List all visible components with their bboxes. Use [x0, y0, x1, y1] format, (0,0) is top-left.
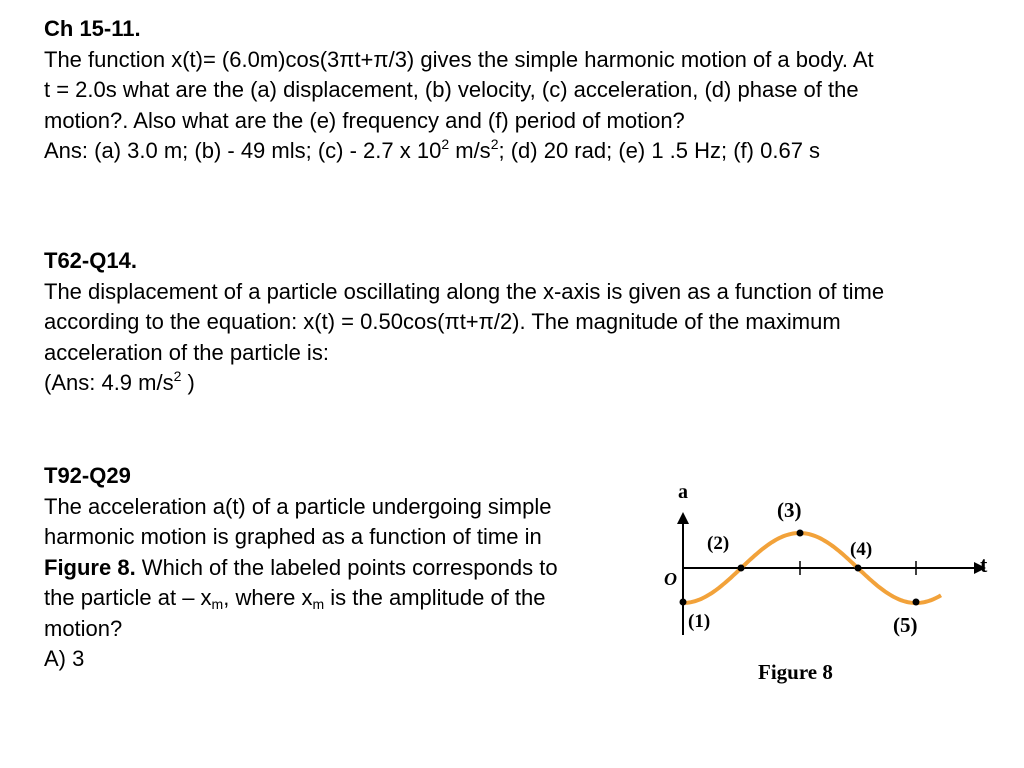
x-axis-label: t	[980, 552, 988, 577]
answer-line: A) 3	[44, 646, 85, 671]
point-2-label: (2)	[707, 533, 730, 554]
question-title: T92-Q29	[44, 463, 131, 488]
question-text: the particle at – x	[44, 585, 212, 610]
y-axis-arrow	[677, 512, 689, 524]
question-line: The function x(t)= (6.0m)cos(3πt+π/3) gives the simple harmonic motion of a body. At	[44, 46, 874, 72]
exponent: 2	[490, 136, 499, 152]
question-line: acceleration of the particle is:	[44, 339, 329, 365]
figure-8-graph	[640, 470, 1020, 700]
question-text: is the amplitude of the	[324, 585, 546, 610]
exponent: 2	[173, 368, 182, 384]
point-1-label: (1)	[688, 611, 711, 632]
question-line: The displacement of a particle oscillating along the x-axis is given as a function of time	[44, 278, 885, 304]
answer-text: ; (d) 20 rad; (e) 1 .5 Hz; (f) 0.67 s	[498, 138, 821, 163]
question-line: The acceleration a(t) of a particle undergoing simple	[44, 493, 552, 519]
answer-text: Ans: (a) 3.0 m; (b) - 49 mls; (c) - 2.7 x 10	[44, 138, 442, 163]
question-line: according to the equation: x(t) = 0.50cos(πt+π/2). The magnitude of the maximum	[44, 309, 841, 334]
question-t62-q14	[44, 246, 1004, 399]
question-text: , where x	[223, 585, 313, 610]
point-3	[797, 530, 804, 537]
point-1	[680, 599, 687, 606]
question-title: Ch 15-11.	[44, 16, 141, 41]
y-axis-label: a	[678, 481, 688, 503]
point-4-label: (4)	[850, 539, 873, 560]
answer-line	[44, 136, 1004, 167]
answer-text: m/s	[449, 138, 491, 163]
origin-label: O	[664, 569, 677, 589]
figure-caption: Figure 8	[758, 660, 833, 684]
subscript: m	[211, 596, 224, 612]
question-line: motion?. Also what are the (e) frequency and (f) period of motion?	[44, 107, 685, 133]
point-4	[855, 565, 862, 572]
question-line: harmonic motion is graphed as a function of time in	[44, 524, 542, 549]
answer-text: (Ans: 4.9 m/s	[44, 370, 174, 395]
question-text: Which of the labeled points corresponds to	[135, 554, 558, 580]
question-ch15-11	[44, 14, 1004, 167]
point-5	[913, 599, 920, 606]
figure-reference: Figure 8.	[44, 554, 136, 580]
answer-text: )	[181, 370, 195, 395]
subscript: m	[312, 596, 325, 612]
exponent: 2	[441, 136, 450, 152]
answer-line	[44, 368, 1004, 399]
question-line	[44, 553, 624, 584]
question-line: t = 2.0s what are the (a) displacement, (b) velocity, (c) acceleration, (d) phase of the	[44, 77, 859, 102]
point-2	[738, 565, 745, 572]
point-3-label: (3)	[777, 498, 802, 522]
question-line: motion?	[44, 615, 123, 641]
point-5-label: (5)	[893, 613, 918, 637]
question-line	[44, 583, 624, 614]
question-title: T62-Q14.	[44, 248, 137, 273]
question-t92-q29	[44, 461, 624, 675]
